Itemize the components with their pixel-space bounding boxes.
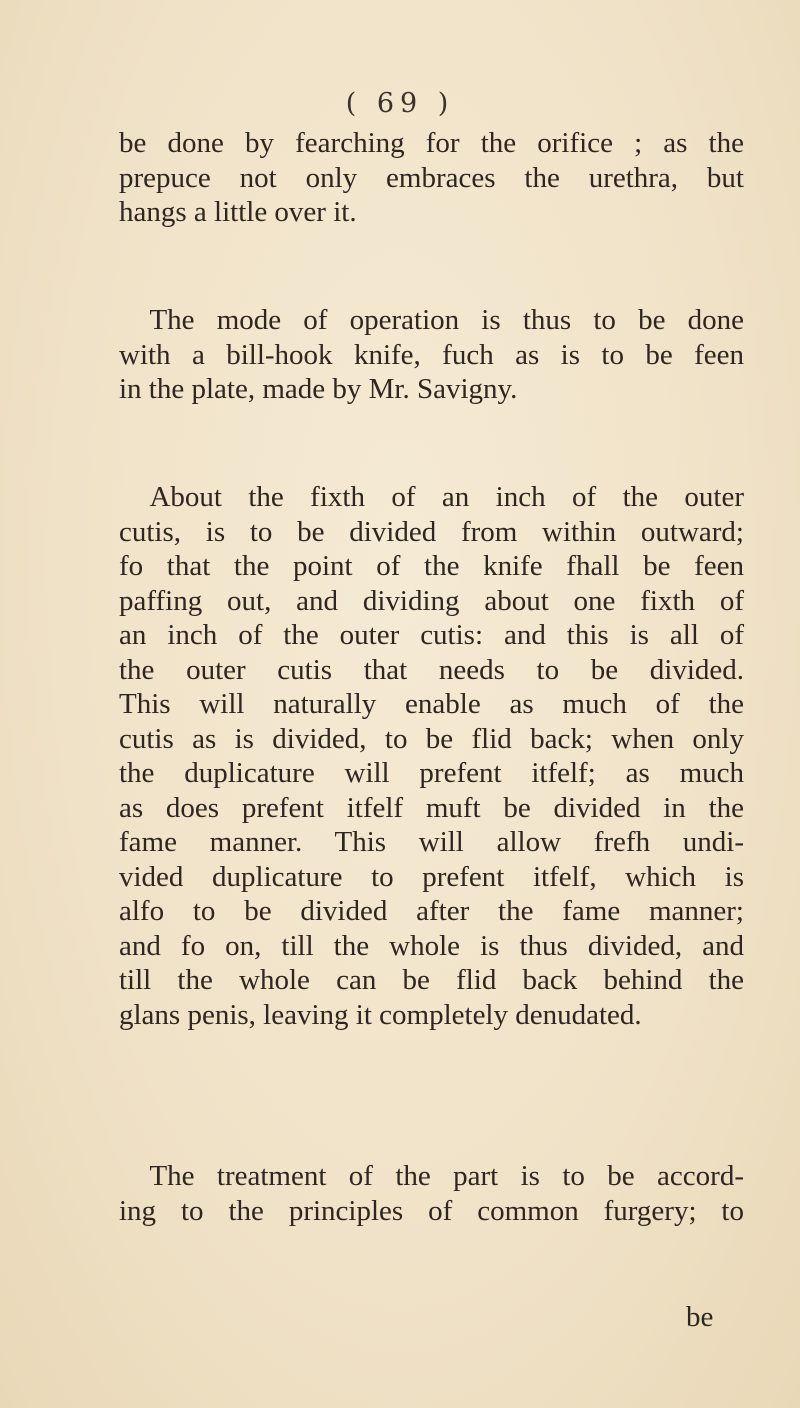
catchword: be — [686, 1301, 714, 1333]
text-line: the outer cutis that needs to be divided. — [119, 653, 744, 686]
text-line: in the plate, made by Mr. Savigny. — [119, 373, 518, 405]
text-line: and fo on, till the whole is thus divided, and — [119, 929, 744, 962]
text-line: till the whole can be flid back behind the — [119, 964, 744, 996]
text-line: as does prefent itfelf muft be divided in the — [119, 791, 744, 824]
text-line: fame manner. This will allow frefh undi- — [119, 826, 744, 858]
text-line: alfo to be divided after the fame manner; — [119, 895, 744, 927]
text-line: cutis as is divided, to be flid back; when only — [119, 722, 744, 755]
page-number-header: ( 69 ) — [345, 88, 455, 119]
text-line: cutis, is to be divided from within outward; — [119, 515, 744, 548]
paragraph-4 — [119, 1159, 744, 1228]
paragraph-2 — [119, 303, 744, 407]
text-line: The treatment of the part is to be accord- — [149, 1160, 744, 1192]
text-line: with a bill-hook knife, fuch as is to be feen — [119, 338, 744, 371]
text-line: hangs a little over it. — [119, 196, 357, 228]
paragraph-1 — [119, 126, 744, 230]
text-line: fo that the point of the knife fhall be feen — [119, 550, 744, 582]
text-line: vided duplicature to prefent itfelf, which is — [119, 860, 744, 893]
text-line: paffing out, and dividing about one fixth of — [119, 584, 744, 617]
text-line: prepuce not only embraces the urethra, but — [119, 161, 744, 194]
text-line: This will naturally enable as much of the — [119, 688, 744, 720]
text-line: an inch of the outer cutis: and this is all of — [119, 619, 744, 651]
text-line: glans penis, leaving it completely denudated. — [119, 998, 642, 1031]
text-line: The mode of operation is thus to be done — [149, 304, 744, 336]
text-line: About the fixth of an inch of the outer — [149, 481, 744, 513]
text-line: ing to the principles of common furgery; to — [119, 1194, 744, 1227]
paragraph-3 — [119, 480, 744, 1032]
text-line: be done by fearching for the orifice ; as the — [119, 127, 744, 159]
text-line: the duplicature will prefent itfelf; as much — [119, 757, 744, 789]
